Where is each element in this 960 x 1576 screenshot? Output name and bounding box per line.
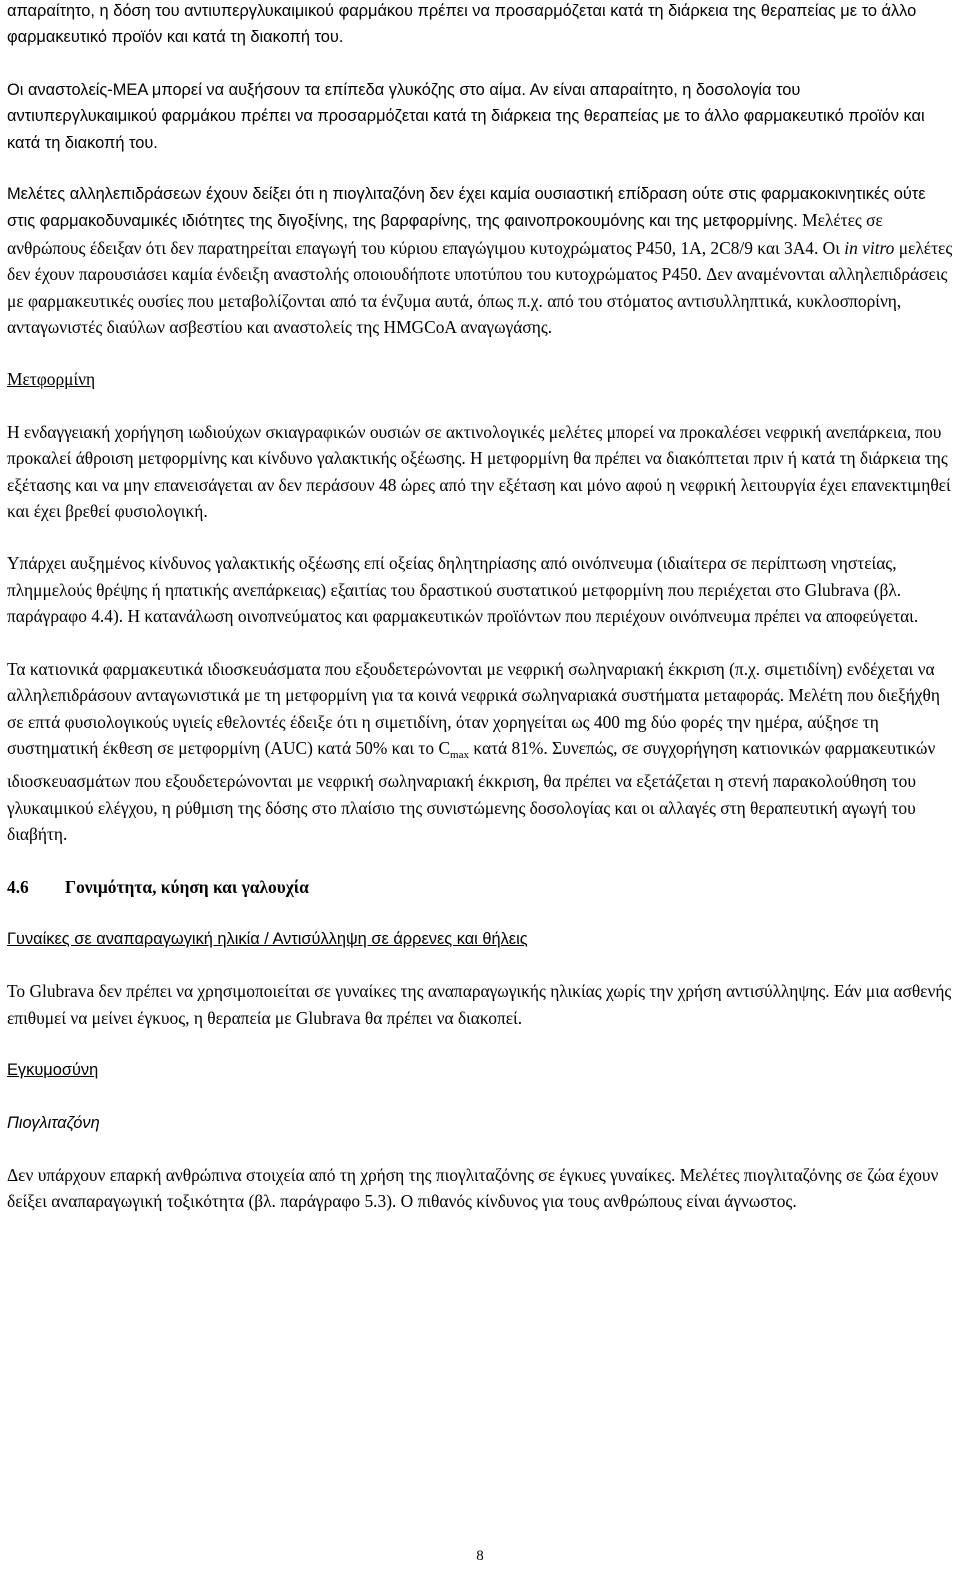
section-title: Γονιμότητα, κύηση και γαλουχία [65,876,309,897]
document-page-serif [7,180,953,1215]
paragraph-pregnancy-data: Δεν υπάρχουν επαρκή ανθρώπινα στοιχεία από τη χρήση της πιογλιταζόνης σε έγκυες γυναίκες. Μελέτες πιογλιταζόνης σε ζώα έχουν δείξει αναπαραγωγική τοξικότητα (βλ. παράγραφο 5.3). Ο πιθανός κίνδυνος για τους ανθρώπους είναι άγνωστος. [7,1164,939,1212]
interactions-text-d: μελέτες δεν έχουν παρουσιάσει καμία ένδειξη αναστολής οποιουδήποτε υποτύπου του κυτοχρώματος P450. Δεν αναμένονται αλληλεπιδράσεις με φαρμακευτικές ουσίες που μεταβολίζονται από τα ένζυμα αυτά, όπως π.χ. από του στόματος αντισυλληπτικά, κυκλοσπορίνη, ανταγωνιστές διαύλων ασβεστίου και αναστολείς της HMGCoA αναγωγάσης. [7,237,953,338]
heading-pregnancy: Εγκυμοσύνη [7,1061,99,1080]
section-number: 4.6 [7,876,29,897]
document-page-sans [7,0,953,182]
paragraph-ace-inhibitors: Οι αναστολείς-ΜΕΑ μπορεί να αυξήσουν τα επίπεδα γλυκόζης στο αίμα. Αν είναι απαραίτητο, η δοσολογία του αντιυπεργλυκαιμικού φαρμάκου πρέπει να προσαρμόζεται κατά τη διάρκεια της θεραπείας με το άλλο φαρμακευτικό προϊόν και κατά τη διακοπή του. [7,80,925,152]
in-vitro-text: in vitro [844,237,895,258]
section-heading [7,874,953,900]
cmax-subscript: max [450,748,469,761]
heading-women-contraception: Γυναίκες σε αναπαραγωγική ηλικία / Αντισύλληψη σε άρρενες και θήλεις [7,929,528,948]
paragraph-contraception: Το Glubrava δεν πρέπει να χρησιμοποιείται σε γυναίκες της αναπαραγωγικής ηλικίας χωρίς την χρήση αντισύλληψης. Εάν μια ασθενής επιθυμεί να μείνει έγκυος, η θεραπεία με Glubrava θα πρέπει να διακοπεί. [7,981,952,1028]
paragraph-contrast-agents: Η ενδαγγειακή χορήγηση ιωδιούχων σκιαγραφικών ουσιών σε ακτινολογικές μελέτες μπορεί να προκαλέσει νεφρική ανεπάρκεια, που προκαλεί άθροιση μετφορμίνης και κίνδυνο γαλακτικής οξέωσης. Η μετφορμίνη θα πρέπει να διακόπτεται πριν ή κατά τη διάρκεια της εξέτασης και να μην επανεισάγεται αν δεν περάσουν 48 ώρες από την εξέταση και μόνο αφού η νεφρική λειτουργία έχει επανεκτιμηθεί και έχει βρεθεί φυσιολογική. [7,421,951,522]
paragraph-alcohol: Υπάρχει αυξημένος κίνδυνος γαλακτικής οξέωσης επί οξείας δηλητηρίασης από οινόπνευμα (ιδιαίτερα σε περίπτωση νηστείας, πλημμελούς θρέψης ή ηπατικής ανεπάρκειας) εξαιτίας του δραστικού συστατικού μετφορμίνη που περιέχεται στο Glubrava (βλ. παράγραφο 4.4). Η κατανάλωση οινοπνεύματος και φαρμακευτικών προϊόντων που περιέχουν οινόπνευμα πρέπει να αποφεύγεται. [7,553,919,627]
paragraph-cationic-agents [7,656,953,848]
cationic-text-a: Τα κατιονικά φαρμακευτικά ιδιοσκευάσματα που εξουδετερώνονται με νεφρική σωληναριακή έκκριση (π.χ. σιμετιδίνη) ενδέχεται να αλληλεπιδράσουν ανταγωνιστικά με τη μετφορμίνη για τα κοινά νεφρικά σωληναριακά συστήματα μεταφοράς. Μελέτη που διεξήχθη σε επτά φυσιολογικούς υγιείς εθελοντές έδειξε ότι η σιμετιδίνη, όταν χορηγείται ως 400 mg δύο φορές την ημέρα, αύξησε τη συστηματική έκθεση σε μετφορμίνη (AUC) κατά 50% και το C [7,658,940,758]
interactions-text-a: Μελέτες αλληλεπιδράσεων έχουν δείξει ότι η πιογλιταζόνη δεν έχει καμία ουσιαστική επίδραση ούτε στις φαρμακοκινητικές ούτε στις φαρμακοδυναμικές ιδιότητες της διγοξίνης, της βαρφαρίνης, της φαινοπροκουμόνης και της μετφορμίνης. [7,185,926,231]
interactions-text-b: Μελέτες σε ανθρώπους έδειξαν ότι δεν παρατηρείται επαγωγή του κύριου επαγώγιμου κυτοχρώματος P450, 1A, 2C8/9 και 3A4. Οι [7,210,883,258]
paragraph-intro: απαραίτητο, η δόση του αντιυπεργλυκαιμικού φαρμάκου πρέπει να προσαρμόζεται κατά τη διάρκεια της θεραπείας με το άλλο φαρμακευτικό προϊόν και κατά τη διακοπή του. [7,2,917,47]
heading-metformin: Μετφορμίνη [7,369,96,390]
heading-pioglitazone: Πιογλιταζόνη [7,1113,100,1132]
paragraph-interactions-studies [7,180,953,340]
page-number: 8 [476,1548,484,1564]
cationic-text-b: κατά 81%. Συνεπώς, σε συγχορήγηση κατιονικών φαρμακευτικών ιδιοσκευασμάτων που εξουδετερώνονται με νεφρική σωληναριακή έκκριση, θα πρέπει να εξετάζεται η στενή παρακολούθηση του γλυκαιμικού ελέγχου, η ρύθμιση της δόσης στο πλαίσιο της συνιστώμενης δοσολογίας και οι αλλαγές στη θεραπευτική αγωγή του διαβήτη. [7,737,936,845]
